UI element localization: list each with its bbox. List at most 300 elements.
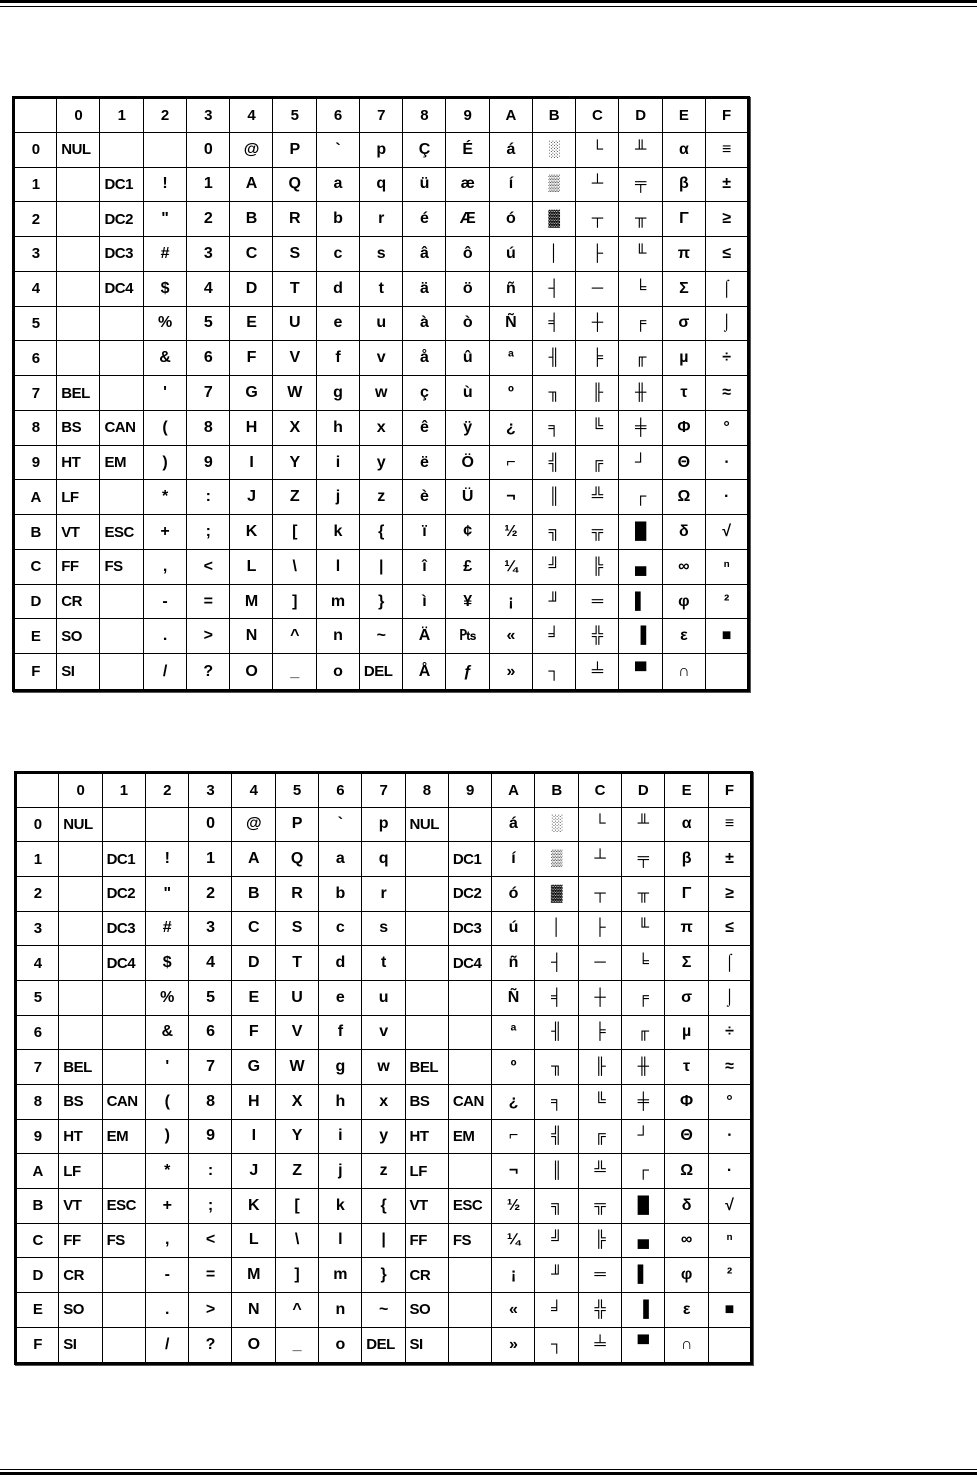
code-cell bbox=[102, 1292, 145, 1327]
code-cell: s bbox=[362, 911, 405, 946]
code-cell: > bbox=[186, 619, 229, 654]
code-cell: m bbox=[318, 1258, 361, 1293]
code-cell: ⌡ bbox=[705, 306, 748, 341]
code-cell: Σ bbox=[662, 271, 705, 306]
code-cell: F bbox=[232, 1015, 275, 1050]
code-cell: 6 bbox=[186, 341, 229, 376]
code-cell bbox=[57, 306, 100, 341]
code-cell: r bbox=[362, 876, 405, 911]
code-cell: ≤ bbox=[705, 237, 748, 272]
code-cell: BS bbox=[57, 410, 100, 445]
row-header: A bbox=[16, 1154, 59, 1189]
code-cell: HT bbox=[405, 1119, 448, 1154]
code-cell: « bbox=[492, 1292, 535, 1327]
code-cell: / bbox=[145, 1327, 188, 1364]
code-cell: ┘ bbox=[621, 1119, 664, 1154]
code-cell: DC1 bbox=[448, 842, 491, 877]
code-cell: BS bbox=[59, 1084, 102, 1119]
table-row bbox=[16, 842, 752, 877]
column-header: 7 bbox=[359, 98, 402, 133]
code-cell: ì bbox=[403, 584, 446, 619]
code-cell: º bbox=[492, 1050, 535, 1085]
code-cell: } bbox=[359, 584, 402, 619]
code-cell bbox=[100, 132, 143, 167]
code-cell: ) bbox=[143, 445, 186, 480]
code-cell: } bbox=[362, 1258, 405, 1293]
code-cell: Ω bbox=[665, 1154, 708, 1189]
code-cell: E bbox=[230, 306, 273, 341]
code-cell: = bbox=[189, 1258, 232, 1293]
code-cell: ? bbox=[186, 654, 229, 691]
column-header: 8 bbox=[403, 98, 446, 133]
table-row bbox=[16, 1223, 752, 1258]
column-header: 2 bbox=[143, 98, 186, 133]
code-cell: D bbox=[232, 946, 275, 981]
code-cell: H bbox=[230, 410, 273, 445]
code-cell: EM bbox=[448, 1119, 491, 1154]
code-cell: ╘ bbox=[621, 946, 664, 981]
code-cell: E bbox=[232, 980, 275, 1015]
column-header: 8 bbox=[405, 773, 448, 808]
code-cell: ) bbox=[145, 1119, 188, 1154]
code-cell bbox=[57, 202, 100, 237]
row-header: 7 bbox=[16, 1050, 59, 1085]
code-cell: ╓ bbox=[621, 1015, 664, 1050]
column-header: 5 bbox=[273, 98, 316, 133]
table-row bbox=[14, 480, 749, 515]
code-cell: ╟ bbox=[578, 1050, 621, 1085]
code-cell: ë bbox=[403, 445, 446, 480]
code-cell: LF bbox=[405, 1154, 448, 1189]
table-row bbox=[16, 1119, 752, 1154]
code-cell: ½ bbox=[492, 1188, 535, 1223]
code-cell: + bbox=[143, 515, 186, 550]
table-row bbox=[14, 410, 749, 445]
code-cell: EM bbox=[100, 445, 143, 480]
code-cell: ¿ bbox=[492, 1084, 535, 1119]
column-header: F bbox=[705, 98, 748, 133]
code-cell: ╬ bbox=[578, 1292, 621, 1327]
code-cell: m bbox=[316, 584, 359, 619]
code-cell: ñ bbox=[492, 946, 535, 981]
code-cell bbox=[448, 1292, 491, 1327]
code-cell: Θ bbox=[665, 1119, 708, 1154]
code-cell: ε bbox=[662, 619, 705, 654]
code-cell: C bbox=[230, 237, 273, 272]
code-cell: P bbox=[275, 807, 318, 842]
code-cell: ∞ bbox=[665, 1223, 708, 1258]
code-cell: { bbox=[362, 1188, 405, 1223]
code-cell: VT bbox=[59, 1188, 102, 1223]
column-header: 9 bbox=[446, 98, 489, 133]
code-cell: : bbox=[189, 1154, 232, 1189]
code-cell: T bbox=[273, 271, 316, 306]
code-cell: HT bbox=[59, 1119, 102, 1154]
code-cell: J bbox=[230, 480, 273, 515]
code-cell: ⌠ bbox=[708, 946, 752, 981]
row-header: B bbox=[16, 1188, 59, 1223]
code-cell: v bbox=[359, 341, 402, 376]
code-cell: ┌ bbox=[619, 480, 662, 515]
code-cell: d bbox=[318, 946, 361, 981]
code-cell: o bbox=[316, 654, 359, 691]
code-cell: 9 bbox=[186, 445, 229, 480]
code-cell: ┤ bbox=[532, 271, 575, 306]
code-cell: ╪ bbox=[621, 1084, 664, 1119]
code-cell: █ bbox=[621, 1188, 664, 1223]
code-cell: ¥ bbox=[446, 584, 489, 619]
code-cell: £ bbox=[446, 549, 489, 584]
code-cell: \ bbox=[275, 1223, 318, 1258]
code-cell: ╛ bbox=[532, 619, 575, 654]
code-cell: ⁿ bbox=[705, 549, 748, 584]
code-cell: Ü bbox=[446, 480, 489, 515]
code-cell: · bbox=[705, 480, 748, 515]
code-cell: 8 bbox=[189, 1084, 232, 1119]
code-cell: O bbox=[232, 1327, 275, 1364]
code-cell: f bbox=[316, 341, 359, 376]
code-cell bbox=[405, 911, 448, 946]
code-cell: FS bbox=[100, 549, 143, 584]
row-header: A bbox=[14, 480, 57, 515]
code-cell: ╫ bbox=[619, 376, 662, 411]
code-cell: - bbox=[145, 1258, 188, 1293]
code-cell: # bbox=[145, 911, 188, 946]
code-cell: ∙ bbox=[708, 1119, 752, 1154]
code-cell: ▒ bbox=[532, 167, 575, 202]
code-cell: DC3 bbox=[100, 237, 143, 272]
code-cell: G bbox=[230, 376, 273, 411]
column-header: 1 bbox=[100, 98, 143, 133]
code-cell: 5 bbox=[189, 980, 232, 1015]
row-header: 7 bbox=[14, 376, 57, 411]
code-cell: L bbox=[232, 1223, 275, 1258]
code-cell bbox=[102, 1154, 145, 1189]
code-cell: DC1 bbox=[102, 842, 145, 877]
code-cell: DC3 bbox=[448, 911, 491, 946]
code-cell: π bbox=[665, 911, 708, 946]
code-cell: N bbox=[230, 619, 273, 654]
code-cell: √ bbox=[708, 1188, 752, 1223]
code-cell: Y bbox=[273, 445, 316, 480]
code-cell bbox=[102, 1327, 145, 1364]
code-cell: Ω bbox=[662, 480, 705, 515]
code-cell: x bbox=[359, 410, 402, 445]
code-cell: « bbox=[489, 619, 532, 654]
code-cell: ┐ bbox=[535, 1327, 578, 1364]
code-cell bbox=[59, 946, 102, 981]
row-header: 5 bbox=[14, 306, 57, 341]
code-cell: w bbox=[362, 1050, 405, 1085]
code-cell: ▀ bbox=[619, 654, 662, 691]
code-cell: ╠ bbox=[578, 1223, 621, 1258]
code-cell: : bbox=[186, 480, 229, 515]
table-row bbox=[14, 271, 749, 306]
code-cell: Γ bbox=[665, 876, 708, 911]
code-cell: . bbox=[143, 619, 186, 654]
code-cell: > bbox=[189, 1292, 232, 1327]
code-cell: HT bbox=[57, 445, 100, 480]
code-cell: è bbox=[403, 480, 446, 515]
code-cell: É bbox=[446, 132, 489, 167]
row-header: 2 bbox=[14, 202, 57, 237]
code-cell: b bbox=[318, 876, 361, 911]
code-cell: ² bbox=[705, 584, 748, 619]
code-cell: s bbox=[359, 237, 402, 272]
code-cell: ╦ bbox=[578, 1188, 621, 1223]
code-cell: σ bbox=[665, 980, 708, 1015]
code-cell: ╞ bbox=[576, 341, 619, 376]
code-cell: á bbox=[489, 132, 532, 167]
code-cell: ║ bbox=[532, 480, 575, 515]
code-cell: p bbox=[362, 807, 405, 842]
code-cell: y bbox=[362, 1119, 405, 1154]
code-cell: @ bbox=[230, 132, 273, 167]
code-cell: c bbox=[318, 911, 361, 946]
code-cell: ] bbox=[275, 1258, 318, 1293]
column-header: 4 bbox=[232, 773, 275, 808]
code-cell: z bbox=[362, 1154, 405, 1189]
code-cell: ▄ bbox=[619, 549, 662, 584]
row-header: 4 bbox=[14, 271, 57, 306]
code-cell: r bbox=[359, 202, 402, 237]
code-cell: # bbox=[143, 237, 186, 272]
code-cell: φ bbox=[665, 1258, 708, 1293]
code-cell: U bbox=[275, 980, 318, 1015]
code-cell: 9 bbox=[189, 1119, 232, 1154]
code-cell: ( bbox=[145, 1084, 188, 1119]
code-cell: G bbox=[232, 1050, 275, 1085]
code-cell: l bbox=[316, 549, 359, 584]
code-cell: ª bbox=[492, 1015, 535, 1050]
code-cell: DC2 bbox=[448, 876, 491, 911]
code-cell: ] bbox=[273, 584, 316, 619]
code-cell: ÷ bbox=[708, 1015, 752, 1050]
code-cell: , bbox=[143, 549, 186, 584]
code-cell: B bbox=[230, 202, 273, 237]
column-header: 7 bbox=[362, 773, 405, 808]
code-cell: X bbox=[273, 410, 316, 445]
code-cell: . bbox=[145, 1292, 188, 1327]
code-cell: ╓ bbox=[619, 341, 662, 376]
code-cell: J bbox=[232, 1154, 275, 1189]
column-header: B bbox=[532, 98, 575, 133]
code-cell: j bbox=[318, 1154, 361, 1189]
column-header: 6 bbox=[316, 98, 359, 133]
code-cell: ╠ bbox=[576, 549, 619, 584]
code-cell: ╨ bbox=[621, 807, 664, 842]
code-cell: + bbox=[145, 1188, 188, 1223]
code-cell: ¢ bbox=[446, 515, 489, 550]
code-cell: Φ bbox=[662, 410, 705, 445]
code-cell: t bbox=[362, 946, 405, 981]
code-cell: Ñ bbox=[489, 306, 532, 341]
code-cell bbox=[102, 980, 145, 1015]
code-cell bbox=[100, 306, 143, 341]
code-cell: 4 bbox=[189, 946, 232, 981]
code-cell bbox=[405, 1015, 448, 1050]
row-header: 5 bbox=[16, 980, 59, 1015]
code-cell: └ bbox=[578, 807, 621, 842]
code-cell bbox=[100, 654, 143, 691]
column-header: D bbox=[619, 98, 662, 133]
code-cell: S bbox=[275, 911, 318, 946]
code-cell: ! bbox=[143, 167, 186, 202]
code-cell: f bbox=[318, 1015, 361, 1050]
code-cell: ± bbox=[708, 842, 752, 877]
code-cell: SO bbox=[59, 1292, 102, 1327]
code-cell: < bbox=[189, 1223, 232, 1258]
code-cell: ô bbox=[446, 237, 489, 272]
table-row bbox=[14, 549, 749, 584]
code-cell bbox=[100, 619, 143, 654]
top-rule-thin bbox=[0, 6, 977, 7]
code-cell: à bbox=[403, 306, 446, 341]
code-cell: ! bbox=[145, 842, 188, 877]
code-cell: " bbox=[143, 202, 186, 237]
table-row bbox=[14, 584, 749, 619]
table-row bbox=[14, 515, 749, 550]
code-cell: ╛ bbox=[535, 1292, 578, 1327]
code-cell: ; bbox=[186, 515, 229, 550]
code-cell: Q bbox=[275, 842, 318, 877]
row-header: B bbox=[14, 515, 57, 550]
code-cell: å bbox=[403, 341, 446, 376]
code-cell: ▓ bbox=[535, 876, 578, 911]
code-cell: Å bbox=[403, 654, 446, 691]
code-cell: ╔ bbox=[576, 445, 619, 480]
code-cell: 0 bbox=[189, 807, 232, 842]
table-row bbox=[14, 306, 749, 341]
code-cell: ä bbox=[403, 271, 446, 306]
code-cell: A bbox=[230, 167, 273, 202]
table-row bbox=[16, 1327, 752, 1364]
code-cell: q bbox=[359, 167, 402, 202]
code-cell: ú bbox=[489, 237, 532, 272]
code-cell: k bbox=[316, 515, 359, 550]
code-cell: ╤ bbox=[621, 842, 664, 877]
code-cell: @ bbox=[232, 807, 275, 842]
code-cell: ? bbox=[189, 1327, 232, 1364]
code-cell: SI bbox=[59, 1327, 102, 1364]
code-cell: í bbox=[489, 167, 532, 202]
code-cell: » bbox=[489, 654, 532, 691]
code-cell: ╗ bbox=[532, 515, 575, 550]
code-cell: └ bbox=[576, 132, 619, 167]
code-cell: " bbox=[145, 876, 188, 911]
code-cell: v bbox=[362, 1015, 405, 1050]
code-cell: ╥ bbox=[621, 876, 664, 911]
code-cell: h bbox=[316, 410, 359, 445]
code-cell: o bbox=[318, 1327, 361, 1364]
column-header: 5 bbox=[275, 773, 318, 808]
code-cell: ░ bbox=[532, 132, 575, 167]
code-cell bbox=[100, 480, 143, 515]
code-cell: ≤ bbox=[708, 911, 752, 946]
code-cell: K bbox=[232, 1188, 275, 1223]
code-cell: ╕ bbox=[532, 410, 575, 445]
code-cell: k bbox=[318, 1188, 361, 1223]
code-cell: ñ bbox=[489, 271, 532, 306]
code-cell: √ bbox=[705, 515, 748, 550]
code-cell: g bbox=[318, 1050, 361, 1085]
code-cell: ª bbox=[489, 341, 532, 376]
code-cell: H bbox=[232, 1084, 275, 1119]
column-header: 1 bbox=[102, 773, 145, 808]
code-cell: ╫ bbox=[621, 1050, 664, 1085]
code-cell: Σ bbox=[665, 946, 708, 981]
code-cell: ╖ bbox=[535, 1050, 578, 1085]
code-cell: α bbox=[662, 132, 705, 167]
row-header: 9 bbox=[16, 1119, 59, 1154]
code-cell bbox=[57, 167, 100, 202]
column-header: E bbox=[662, 98, 705, 133]
code-cell: = bbox=[186, 584, 229, 619]
code-cell: L bbox=[230, 549, 273, 584]
code-cell bbox=[59, 980, 102, 1015]
code-cell: | bbox=[359, 549, 402, 584]
code-cell: w bbox=[359, 376, 402, 411]
code-cell: SO bbox=[57, 619, 100, 654]
code-cell: · bbox=[708, 1154, 752, 1189]
code-cell: \ bbox=[273, 549, 316, 584]
code-cell: ▌ bbox=[621, 1258, 664, 1293]
code-cell: ▐ bbox=[621, 1292, 664, 1327]
code-cell: DEL bbox=[359, 654, 402, 691]
code-cell: Ñ bbox=[492, 980, 535, 1015]
code-cell: ╦ bbox=[576, 515, 619, 550]
top-rule-thick bbox=[0, 0, 977, 3]
code-cell: Ä bbox=[403, 619, 446, 654]
table-row bbox=[14, 654, 749, 691]
code-cell: CR bbox=[405, 1258, 448, 1293]
code-cell: é bbox=[403, 202, 446, 237]
code-cell: I bbox=[232, 1119, 275, 1154]
code-cell: ° bbox=[708, 1084, 752, 1119]
code-cell: ≈ bbox=[708, 1050, 752, 1085]
code-cell: ï bbox=[403, 515, 446, 550]
code-cell: i bbox=[316, 445, 359, 480]
code-cell: VT bbox=[57, 515, 100, 550]
column-header-row bbox=[16, 773, 752, 808]
code-cell: ╩ bbox=[578, 1154, 621, 1189]
code-cell: ╟ bbox=[576, 376, 619, 411]
code-cell: ┤ bbox=[535, 946, 578, 981]
code-cell: DC1 bbox=[100, 167, 143, 202]
code-cell: Φ bbox=[665, 1084, 708, 1119]
code-cell bbox=[405, 946, 448, 981]
code-cell: æ bbox=[446, 167, 489, 202]
code-cell: β bbox=[665, 842, 708, 877]
code-cell: , bbox=[145, 1223, 188, 1258]
code-cell: Γ bbox=[662, 202, 705, 237]
code-cell: ± bbox=[705, 167, 748, 202]
code-cell: ▄ bbox=[621, 1223, 664, 1258]
code-cell bbox=[405, 980, 448, 1015]
code-cell: î bbox=[403, 549, 446, 584]
code-cell: x bbox=[362, 1084, 405, 1119]
code-cell: p bbox=[359, 132, 402, 167]
column-header: 2 bbox=[145, 773, 188, 808]
column-header: 3 bbox=[189, 773, 232, 808]
code-cell: FS bbox=[102, 1223, 145, 1258]
code-cell: φ bbox=[662, 584, 705, 619]
code-cell: 2 bbox=[186, 202, 229, 237]
code-cell: W bbox=[275, 1050, 318, 1085]
code-cell: ╢ bbox=[535, 1015, 578, 1050]
code-cell: t bbox=[359, 271, 402, 306]
table-row bbox=[16, 1258, 752, 1293]
